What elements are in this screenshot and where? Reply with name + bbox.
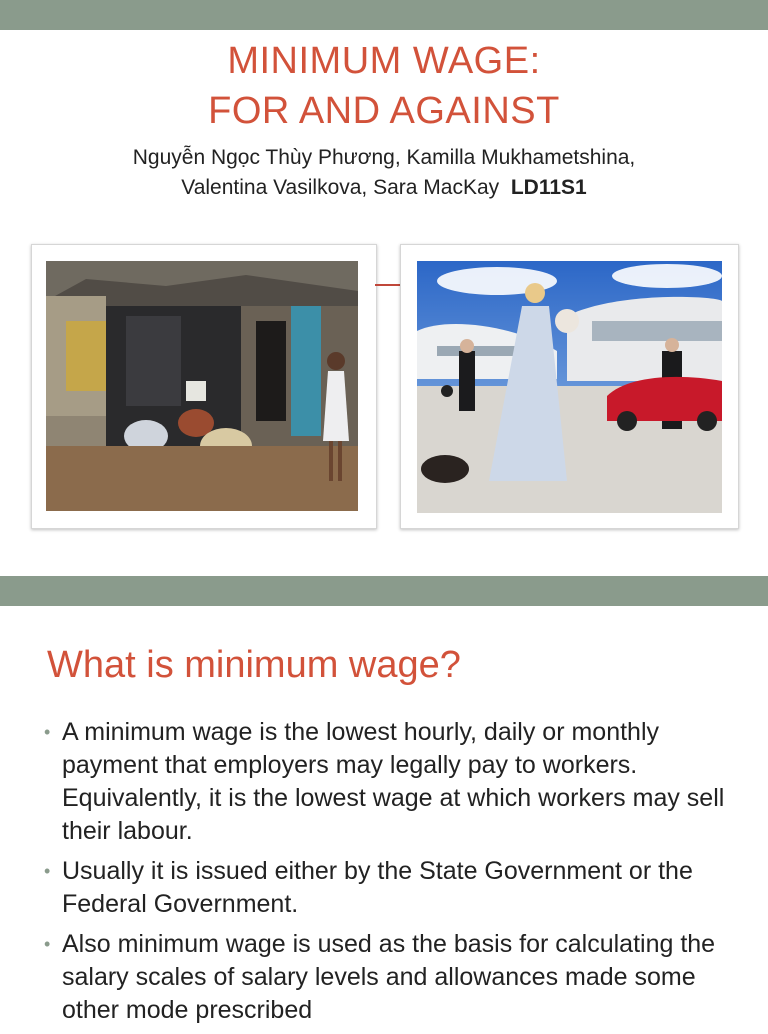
bullet-icon: • <box>44 722 51 742</box>
bullet-text: A minimum wage is the lowest hourly, daily or monthly payment that employers may legally pay to workers. Equivalently, it is the lowest wage at which workers may sell their labour. <box>62 718 725 845</box>
bullet-item <box>44 855 744 921</box>
middle-divider-band <box>0 576 768 606</box>
frame-connector-line <box>375 284 400 286</box>
slide-title-line-2: FOR AND AGAINST <box>208 90 560 132</box>
slide-heading: What is minimum wage? <box>47 644 461 686</box>
bullet-item <box>44 716 744 848</box>
group-code: LD11S1 <box>510 176 587 199</box>
top-divider-band <box>0 0 768 30</box>
bullet-text: Usually it is issued either by the State Government or the Federal Government. <box>62 857 693 918</box>
slum-photo-frame <box>31 244 377 529</box>
bullet-item <box>44 928 744 1027</box>
bullet-list <box>44 716 744 1034</box>
authors-names: Valentina Vasilkova, Sara MacKay <box>181 176 500 199</box>
bullet-text: Also minimum wage is used as the basis for calculating the salary scales of salary levels and allowances made some other mode prescribed <box>62 930 716 1024</box>
bullet-icon: • <box>44 934 51 954</box>
authors-line-2 <box>0 173 768 203</box>
definition-slide <box>0 606 768 1024</box>
luxury-photo-frame <box>400 244 739 529</box>
bullet-icon: • <box>44 861 51 881</box>
slum-photo <box>46 261 358 511</box>
title-slide <box>0 30 768 576</box>
luxury-photo <box>417 261 722 513</box>
authors-line-1: Nguyễn Ngọc Thùy Phương, Kamilla Mukhametshina, <box>132 146 636 169</box>
slide-title-line-1: MINIMUM WAGE: <box>227 40 541 82</box>
